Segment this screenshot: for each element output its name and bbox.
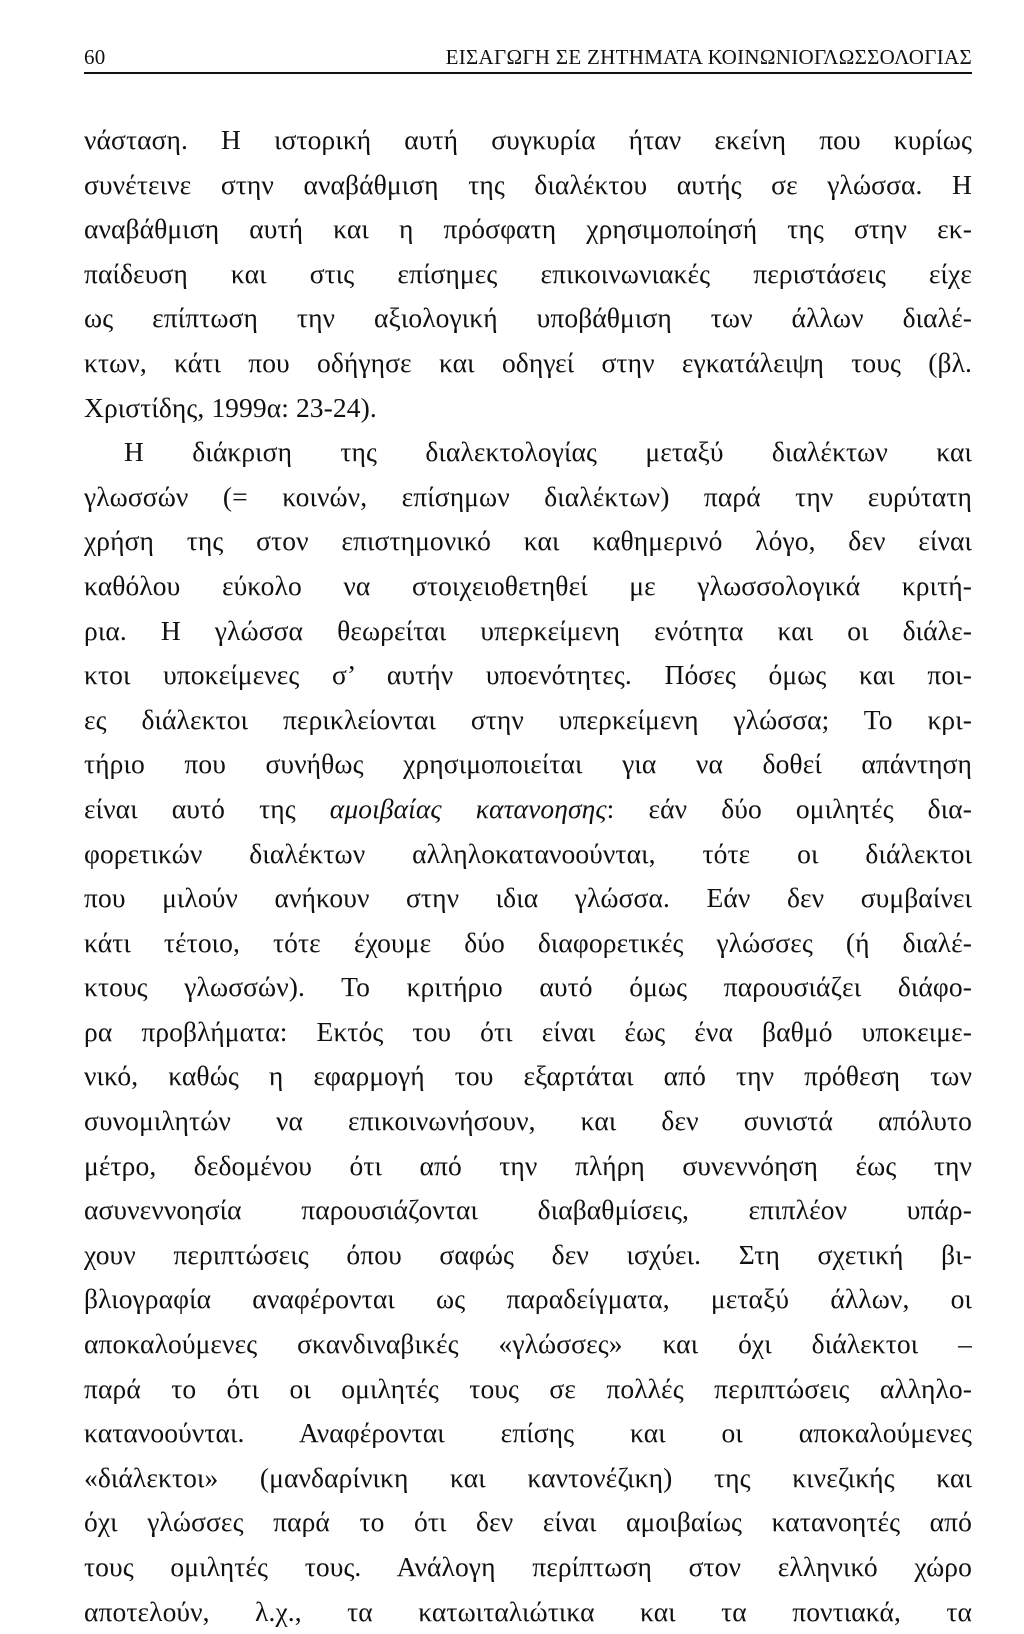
text-line: βλιογραφία αναφέρονται ως παραδείγματα, μεταξύ άλλων, οι <box>84 1283 972 1315</box>
italic-term: αμοιβαίας κατανοησης <box>329 792 607 824</box>
text-line: τους ομιλητές τους. Ανάλογη περίπτωση στον ελληνικό χώρο <box>84 1551 972 1582</box>
line-segment: : εάν δύο ομιλητές δια- <box>606 792 972 824</box>
paragraph-start-line: Η διάκριση της διαλεκτολογίας μεταξύ διαλέκτων και <box>124 436 972 468</box>
text-line: καθόλου εύκολο να στοιχειοθετηθεί με γλωσσολογικά κριτή- <box>84 569 972 601</box>
text-line: όχι γλώσσες παρά το ότι δεν είναι αμοιβαίως κατανοητές από <box>84 1506 972 1538</box>
text-line: νικό, καθώς η εφαρμογή του εξαρτάται από την πρόθεση των <box>84 1060 972 1092</box>
text-line: κάτι τέτοιο, τότε έχουμε δύο διαφορετικές γλώσσες (ή διαλέ- <box>84 926 972 958</box>
text-line: συνέτεινε στην αναβάθμιση της διαλέκτου αυτής σε γλώσσα. Η <box>84 168 972 200</box>
text-line: κτους γλωσσών). Το κριτήριο αυτό όμως παρουσιάζει διάφο- <box>84 971 972 1003</box>
text-line: ως επίπτωση την αξιολογική υποβάθμιση των άλλων διαλέ- <box>84 302 972 334</box>
text-line: φορετικών διαλέκτων αλληλοκατανοούνται, τότε οι διάλεκτοι <box>84 837 972 869</box>
text-line: μέτρο, δεδομένου ότι από την πλήρη συνεννόηση έως την <box>84 1149 972 1181</box>
text-line: χρήση της στον επιστημονικό και καθημερινό λόγο, δεν είναι <box>84 525 972 557</box>
running-title: ΕΙΣΑΓΩΓΗ ΣΕ ΖΗΤΗΜΑΤΑ ΚΟΙΝΩΝΙΟΓΛΩΣΣΟΛΟΓΙΑΣ <box>445 45 972 69</box>
text-line: κτοι υποκείμενες σ’ αυτήν υποενότητες. Πόσες όμως και ποι- <box>84 659 972 691</box>
page <box>84 44 972 1634</box>
page-number: 60 <box>84 45 106 69</box>
text-line: κτων, κάτι που οδήγησε και οδηγεί στην εγκατάλειψη τους (βλ. <box>84 346 972 378</box>
text-line: παίδευση και στις επίσημες επικοινωνιακές περιστάσεις είχε <box>84 257 972 289</box>
text-line: αποτελούν, λ.χ., τα κατωιταλιώτικα και τα ποντιακά, τα <box>84 1595 972 1627</box>
text-line: ασυνεννοησία παρουσιάζονται διαβαθμίσεις, επιπλέον υπάρ- <box>84 1194 972 1226</box>
text-line: ες διάλεκτοι περικλείονται στην υπερκείμενη γλώσσα; Το κρι- <box>84 703 972 735</box>
text-line: αναβάθμιση αυτή και η πρόσφατη χρησιμοποίησή της στην εκ- <box>84 213 972 245</box>
text-line: παρά το ότι οι ομιλητές τους σε πολλές περιπτώσεις αλληλο- <box>84 1372 972 1404</box>
text-line: ρια. Η γλώσσα θεωρείται υπερκείμενη ενότητα και οι διάλε- <box>84 614 972 646</box>
text-line: χουν περιπτώσεις όπου σαφώς δεν ισχύει. Στη σχετική βι- <box>84 1238 972 1270</box>
text-line: ρα προβλήματα: Εκτός του ότι είναι έως ένα βαθμό υποκειμε- <box>84 1015 972 1047</box>
body-text <box>84 118 972 1634</box>
text-line: που μιλούν ανήκουν στην ιδια γλώσσα. Εάν δεν συμβαίνει <box>84 882 972 914</box>
text-line: κατανοούνται. Αναφέρονται επίσης και οι αποκαλούμενες <box>84 1417 972 1449</box>
text-line: «διάλεκτοι» (μανδαρίνικη και καντονέζικη) της κινεζικής και <box>84 1461 972 1493</box>
text-line: συνομιλητών να επικοινωνήσουν, και δεν συνιστά απόλυτο <box>84 1105 972 1137</box>
text-line: νάσταση. Η ιστορική αυτή συγκυρία ήταν εκείνη που κυρίως <box>84 124 972 155</box>
text-line: αποκαλούμενες σκανδιναβικές «γλώσσες» και όχι διάλεκτοι – <box>84 1328 972 1360</box>
text-line: τήριο που συνήθως χρησιμοποιείται για να δοθεί απάντηση <box>84 748 972 780</box>
text-line-with-term <box>84 787 972 832</box>
running-header <box>84 44 972 74</box>
text-line: γλωσσών (= κοινών, επίσημων διαλέκτων) παρά την ευρύτατη <box>84 480 972 512</box>
text-line: Χριστίδης, 1999α: 23-24). <box>84 391 377 423</box>
line-segment: είναι αυτό της <box>84 792 330 824</box>
